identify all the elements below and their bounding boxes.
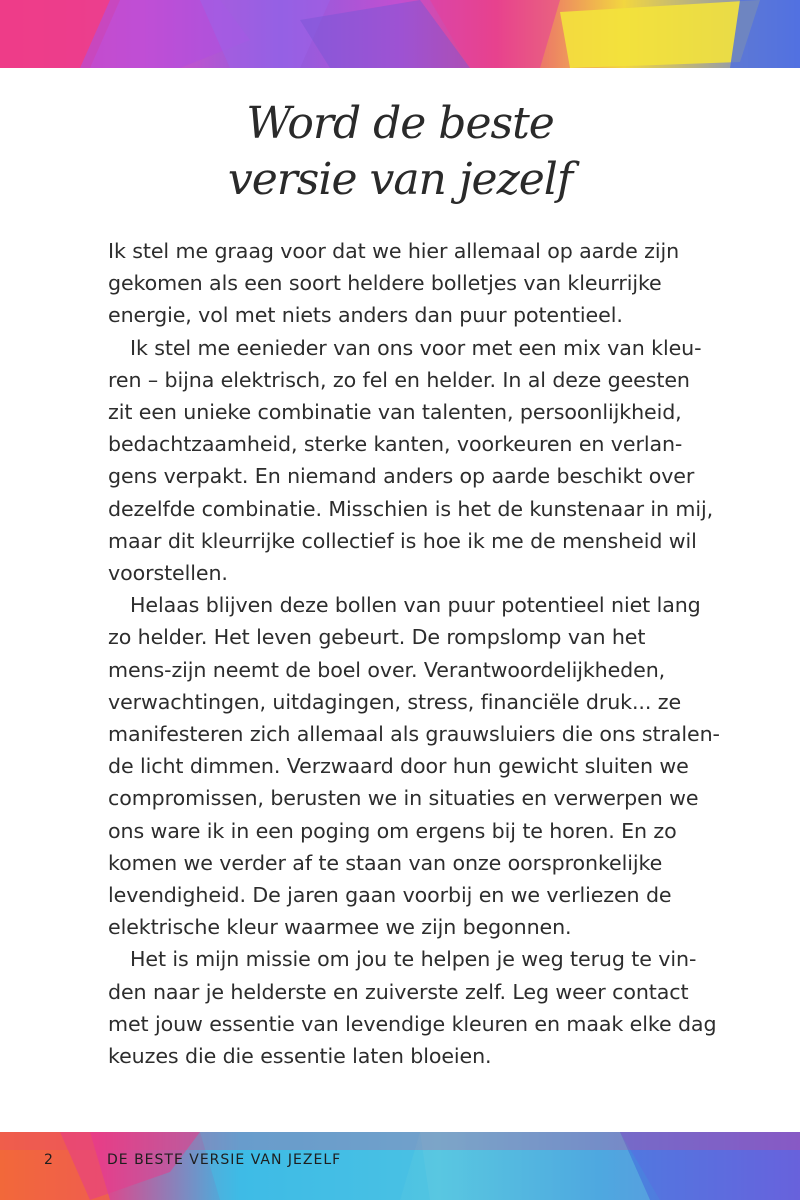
body-line: compromissen, berusten we in situaties en verwerpen we (108, 786, 699, 811)
body-line: bedachtzaamheid, sterke kanten, voorkeuren en verlan- (108, 432, 683, 457)
top-watercolor-art (0, 0, 800, 68)
body-line: verwachtingen, uitdagingen, stress, financiële druk... ze (108, 689, 682, 714)
body-line: gens verpakt. En niemand anders op aarde beschikt over (108, 464, 695, 489)
body-line: de licht dimmen. Verzwaard door hun gewicht sluiten we (108, 754, 689, 779)
body-line: keuzes die die essentie laten bloeien. (108, 1044, 492, 1069)
body-line: mens-zijn neemt de boel over. Verantwoordelijkheden, (108, 657, 666, 682)
body-line: energie, vol met niets anders dan puur potentieel. (108, 303, 623, 328)
chapter-title-line-1: Word de beste (246, 98, 554, 149)
body-line: ren – bijna elektrisch, zo fel en helder. In al deze geesten (108, 367, 690, 392)
body-line: manifesteren zich allemaal als grauwsluiers die ons stralen- (108, 722, 720, 747)
body-line: zit een unieke combinatie van talenten, persoonlijkheid, (108, 400, 682, 425)
body-line: gekomen als een soort heldere bolletjes van kleurrijke (108, 271, 662, 296)
body-line: Het is mijn missie om jou te helpen je weg terug te vin- (130, 947, 697, 972)
body-line: elektrische kleur waarmee we zijn begonnen. (108, 915, 572, 940)
page-number: 2 (44, 1152, 53, 1168)
body-line: voorstellen. (108, 561, 228, 586)
running-title: DE BESTE VERSIE VAN JEZELF (107, 1152, 342, 1168)
body-line: met jouw essentie van levendige kleuren en maak elke dag (108, 1011, 717, 1036)
top-decorative-banner (0, 0, 800, 68)
body-line: dezelfde combinatie. Misschien is het de kunstenaar in mij, (108, 496, 714, 521)
chapter-title (0, 96, 800, 208)
body-line: den naar je helderste en zuiverste zelf. Leg weer contact (108, 979, 689, 1004)
body-line: Ik stel me eenieder van ons voor met een mix van kleu- (130, 335, 702, 360)
body-line: Helaas blijven deze bollen van puur potentieel niet lang (130, 593, 701, 618)
body-line: maar dit kleurrijke collectief is hoe ik me de mensheid wil (108, 528, 697, 553)
body-line: komen we verder af te staan van onze oorspronkelijke (108, 850, 663, 875)
body-text (108, 235, 720, 1072)
body-line: ons ware ik in een poging om ergens bij te horen. En zo (108, 818, 677, 843)
body-line: levendigheid. De jaren gaan voorbij en we verliezen de (108, 883, 672, 908)
chapter-title-line-2: versie van jezelf (227, 154, 573, 205)
body-line: zo helder. Het leven gebeurt. De rompslomp van het (108, 625, 646, 650)
body-line: Ik stel me graag voor dat we hier allemaal op aarde zijn (108, 239, 680, 263)
